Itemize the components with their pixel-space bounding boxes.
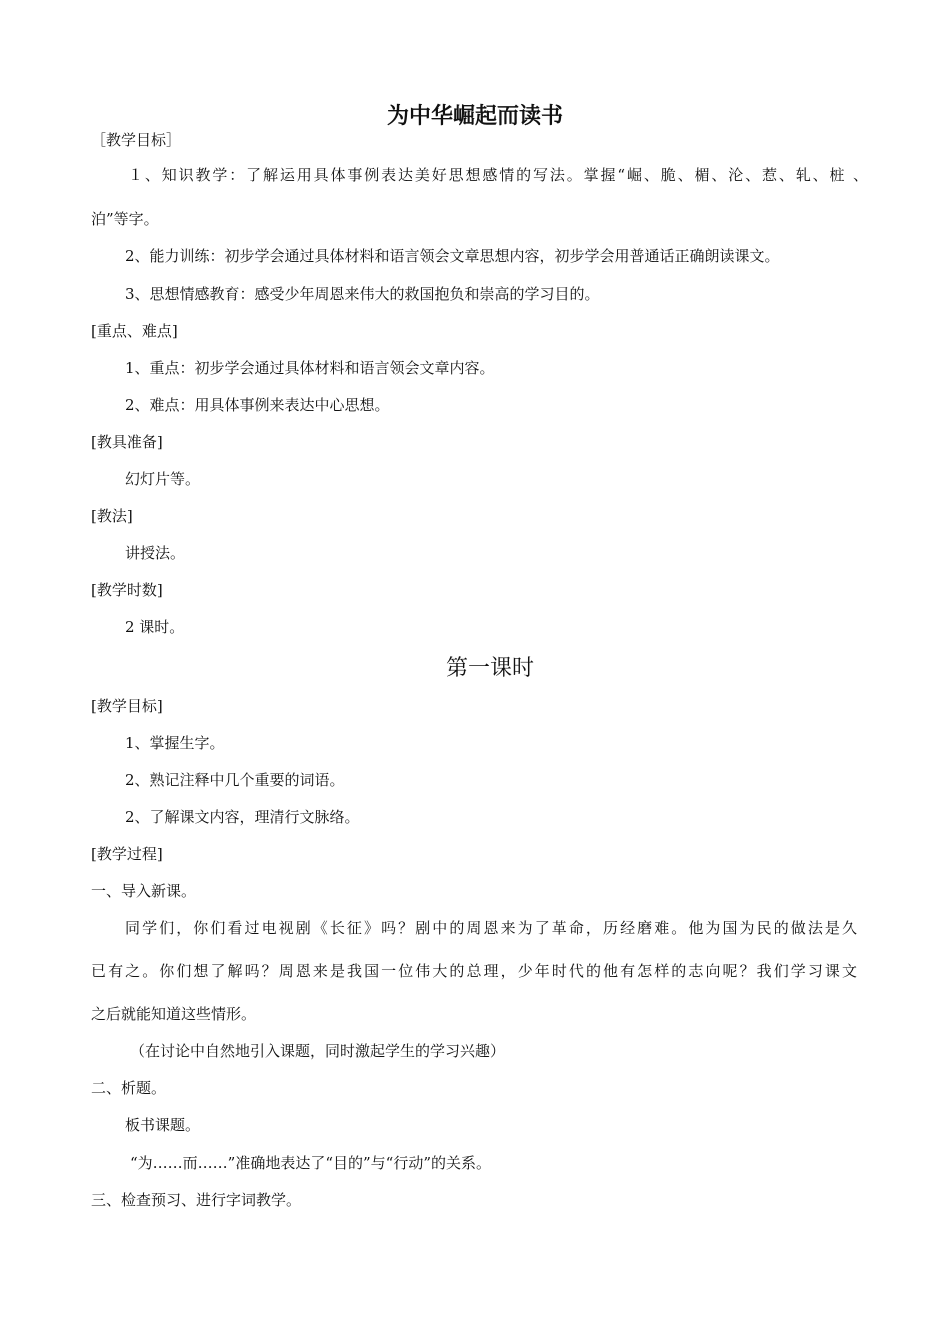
text-line: 二、析题。 (91, 1079, 167, 1097)
text-line: [教学过程] (91, 845, 163, 863)
text-line: （在讨论中自然地引入课题，同时激起学生的学习兴趣） (130, 1042, 506, 1060)
text-line: 三、检查预习、进行字词教学。 (91, 1191, 302, 1209)
text-line: 之后就能知道这些情形。 (91, 1005, 257, 1023)
text-line: [重点、难点] (91, 322, 178, 340)
text-line: 讲授法。 (125, 544, 186, 562)
text-line: 1、掌握生字。 (125, 734, 225, 752)
text-line: 2、了解课文内容，理清行文脉络。 (125, 808, 360, 826)
text-line: 2、熟记注释中几个重要的词语。 (125, 771, 345, 789)
text-line: [教法] (91, 507, 133, 525)
text-line: [教学时数] (91, 581, 163, 599)
text-line: 幻灯片等。 (125, 470, 201, 488)
text-line: １、知识教学：了解运用具体事例表达美好思想感情的写法。掌握“崛、脆、楣、沦、惹、轧、桩 、 (128, 166, 868, 184)
text-line: 泊”等字。 (91, 210, 159, 228)
text-line: ［教学目标］ (91, 131, 182, 149)
text-line: [教学目标] (91, 697, 163, 715)
text-line: 同学们，你们看过电视剧《长征》吗？剧中的周恩来为了革命，历经磨难。他为国为民的做法是久 (125, 919, 857, 937)
text-line: 2 课时。 (125, 618, 185, 636)
text-line: “为……而……”准确地表达了“目的”与“行动”的关系。 (130, 1154, 492, 1172)
text-line: 已有之。你们想了解吗？周恩来是我国一位伟大的总理，少年时代的他有怎样的志向呢？我们学习课文 (91, 962, 857, 980)
text-line: 一、导入新课。 (91, 882, 197, 900)
section-title: 第一课时 (445, 656, 534, 681)
text-line: 3、思想情感教育：感受少年周恩来伟大的救国抱负和崇高的学习目的。 (125, 285, 600, 303)
text-line: 板书课题。 (125, 1116, 201, 1134)
text-line: [教具准备] (91, 433, 163, 451)
document-title: 为中华崛起而读书 (386, 104, 563, 129)
text-line: 2、难点：用具体事例来表达中心思想。 (125, 396, 390, 414)
text-line: 1、重点：初步学会通过具体材料和语言领会文章内容。 (125, 359, 495, 377)
text-line: 2、能力训练：初步学会通过具体材料和语言领会文章思想内容，初步学会用普通话正确朗读课文。 (125, 247, 780, 265)
